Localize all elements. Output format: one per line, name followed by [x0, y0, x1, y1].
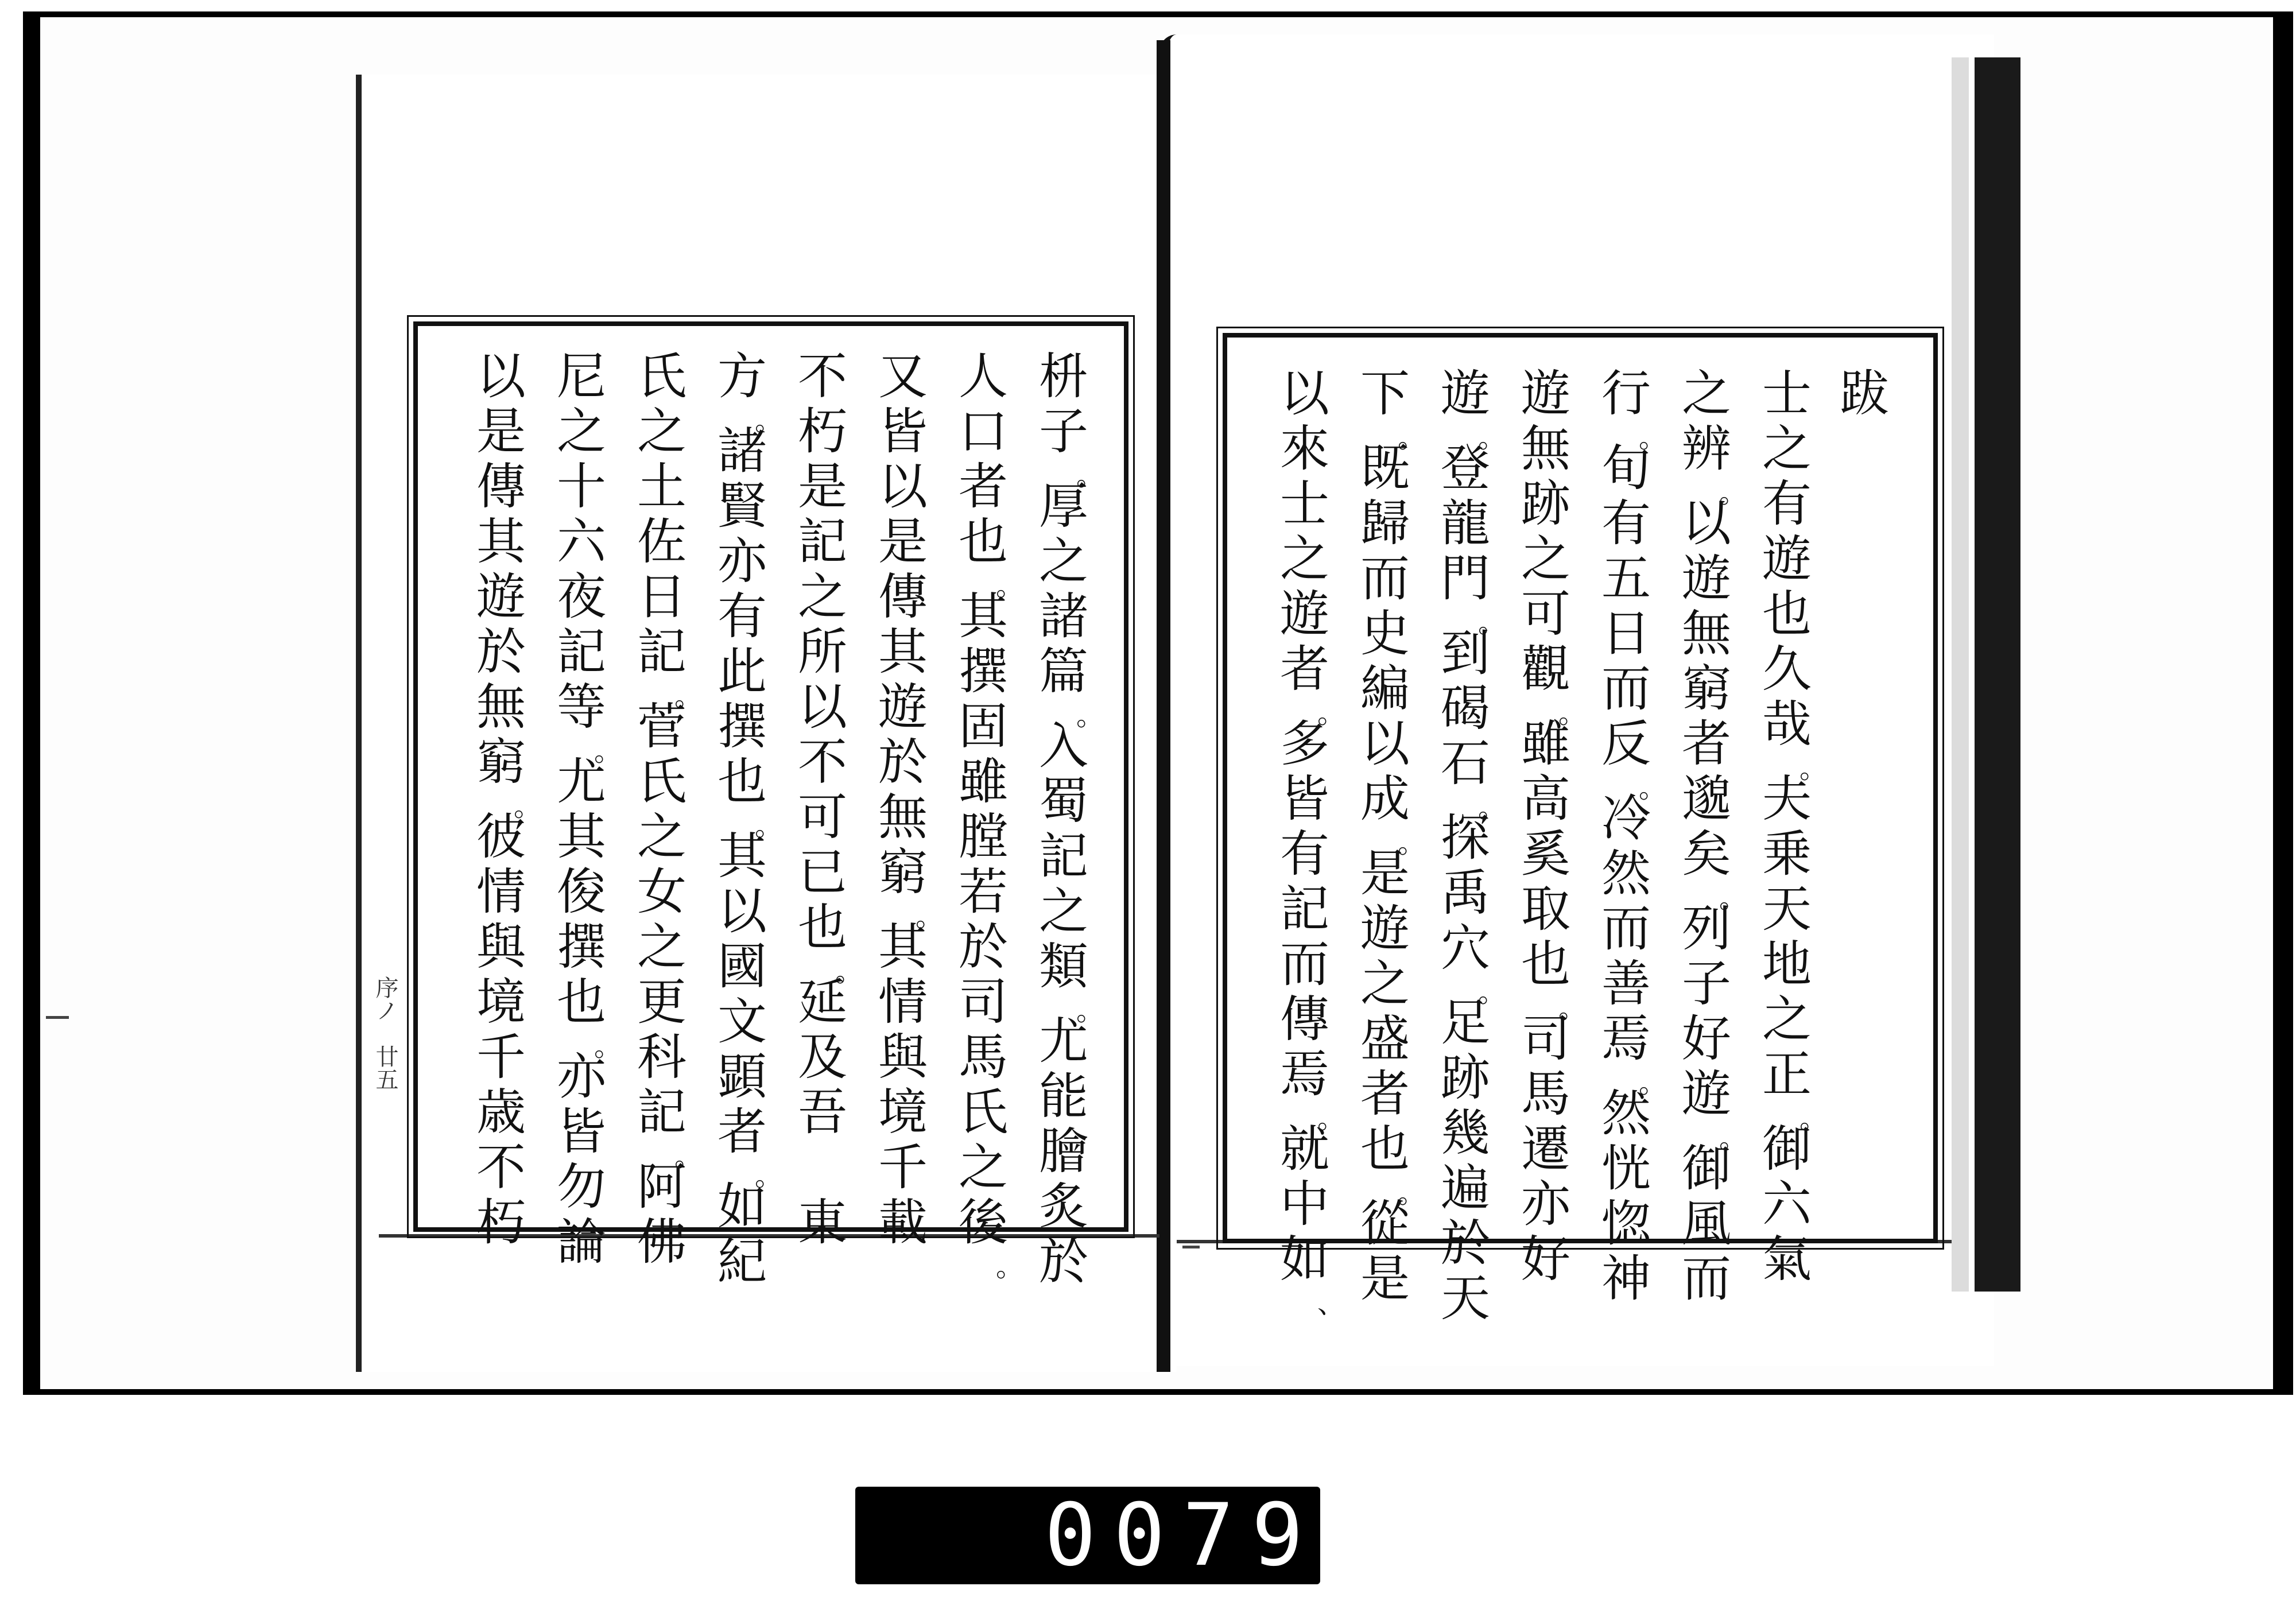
left_page-column: 枡 子 。 厚 之 諸 篇 。 入 蜀 記 之 類 。 尤 能 膾 炙 於	[1039, 348, 1104, 1290]
right_page-column: 士 之 有 遊 也 久 哉 。 夫 乗 天 地 之 正 。 御 六 氣	[1762, 365, 1827, 1288]
left_page-column: 不 朽 是 記 之 所 以 不 可 已 也 。 延 及 吾 東	[798, 348, 863, 1251]
page-number: 0079	[1044, 1486, 1321, 1585]
right_page-column: 下 。 既 歸 而 史 編 以 成 。 是 遊 之 盛 者 也 。 從 是	[1360, 365, 1425, 1308]
left_page-column: 方 。 諸 賢 亦 有 此 撰 也 。 其 以 國 文 顕 者 。 如 紀	[718, 348, 782, 1290]
right_page-column: 遊 無 跡 之 可 觀 。 雖 高 奚 取 也 。 司 馬 遷 亦 好	[1521, 365, 1586, 1288]
right-text-frame	[1223, 333, 1938, 1327]
scan-mark	[46, 1016, 69, 1019]
book-cover-edge	[1975, 57, 2020, 1292]
left_page-column: 以 是 傳 其 遊 於 無 窮 。 彼 情 與 境 千 歳 不 朽	[476, 348, 541, 1251]
page-edge	[1952, 57, 1969, 1292]
postscript-title: 跋	[1840, 365, 1889, 422]
right_page-column: 行 。 旬 有 五 日 而 反 。 冷 然 而 善 焉 。 然 恍 惚 神	[1601, 365, 1666, 1308]
right_page-column: 以 來 士 之 遊 者 。 多 皆 有 記 而 傳 焉 。 就 中 如 、	[1280, 365, 1345, 1320]
right_page-column: 遊 。 登 龍 門 。 到 碣 石 。 探 禹 穴 。 足 跡 幾 遍 於 天	[1441, 365, 1506, 1327]
book-spine	[1157, 40, 1170, 1372]
left_page-column: 氏 之 土 佐 日 記 。 菅 氏 之 女 之 更 科 記 。 阿 佛	[637, 348, 702, 1271]
right_page-column: 之 辨 。 以 遊 無 窮 者 邈 矣 。 列 子 好 遊 。 御 風 而	[1682, 365, 1747, 1308]
left-text-frame	[413, 321, 1128, 1290]
margin-folio-label: 序ノ 廿五	[372, 976, 398, 1091]
left-text-columns	[461, 348, 1104, 1290]
right-text-columns	[1265, 365, 1902, 1327]
left_page-column: 又 皆 以 是 傳 其 遊 於 無 窮 。 其 情 與 境 千 載	[878, 348, 943, 1251]
left_page-column: 尼 之 十 六 夜 記 等 。 尤 其 俊 撰 也 。 亦 皆 勿 論	[557, 348, 622, 1271]
scan-mark	[1182, 1246, 1200, 1248]
left_page-column: 人 口 者 也 。 其 撰 固 雖 膛 若 於 司 馬 氏 之 後 。	[959, 348, 1023, 1283]
